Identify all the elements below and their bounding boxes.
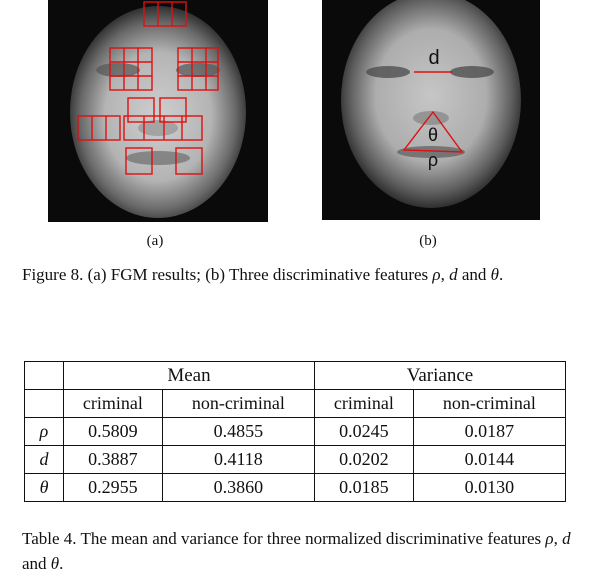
table-caption-text: The mean and variance for three normalized discriminative features: [80, 529, 542, 548]
subheader-mean-criminal: criminal: [64, 390, 163, 418]
value-cell: 0.0185: [314, 474, 413, 502]
feature-cell: d: [25, 446, 64, 474]
annotation-d: d: [428, 47, 440, 69]
value-cell: 0.0187: [413, 418, 565, 446]
table-row: [25, 446, 566, 474]
figure-caption-text: (a) FGM results; (b) Three discriminative features: [87, 265, 429, 284]
panel-b-label: (b): [419, 233, 437, 249]
value-cell: 0.5809: [64, 418, 163, 446]
caption-var-rho: ρ: [432, 265, 441, 284]
subheader-var-noncriminal: non-criminal: [413, 390, 565, 418]
value-cell: 0.0245: [314, 418, 413, 446]
header-variance: Variance: [314, 362, 565, 390]
value-cell: 0.4118: [162, 446, 314, 474]
caption-var-d: d: [449, 265, 458, 284]
table-caption-var-rho: ρ: [545, 529, 554, 548]
table-sub-header-row: [25, 390, 566, 418]
header-mean: Mean: [64, 362, 315, 390]
subheader-mean-noncriminal: non-criminal: [162, 390, 314, 418]
table-corner-cell: [25, 390, 64, 418]
table-caption-var-d: d: [562, 529, 571, 548]
value-cell: 0.4855: [162, 418, 314, 446]
table-caption: Table 4. The mean and variance for three normalized discriminative features ρ, d and θ.: [22, 529, 571, 573]
value-cell: 0.2955: [64, 474, 163, 502]
table-row: [25, 418, 566, 446]
table-group-header-row: [25, 362, 566, 390]
annotation-rho: ρ: [427, 150, 439, 170]
feature-cell: θ: [25, 474, 64, 502]
caption-var-theta: θ: [490, 265, 499, 284]
table-row: [25, 474, 566, 502]
results-table: [24, 361, 566, 502]
value-cell: 0.0202: [314, 446, 413, 474]
value-cell: 0.0144: [413, 446, 565, 474]
subheader-var-criminal: criminal: [314, 390, 413, 418]
panel-a-label: (a): [146, 233, 164, 249]
table-caption-prefix: Table 4.: [22, 529, 77, 548]
figure-caption-prefix: Figure 8.: [22, 265, 84, 284]
feature-cell: ρ: [25, 418, 64, 446]
value-cell: 0.0130: [413, 474, 565, 502]
figure-caption: Figure 8. (a) FGM results; (b) Three discriminative features ρ, d and θ.: [22, 265, 504, 284]
figure-a-face: [48, 0, 268, 222]
value-cell: 0.3860: [162, 474, 314, 502]
annotation-theta: θ: [427, 125, 439, 145]
value-cell: 0.3887: [64, 446, 163, 474]
figure-b-face: [322, 0, 540, 220]
table-caption-var-theta: θ: [50, 554, 60, 573]
table-corner-cell: [25, 362, 64, 390]
